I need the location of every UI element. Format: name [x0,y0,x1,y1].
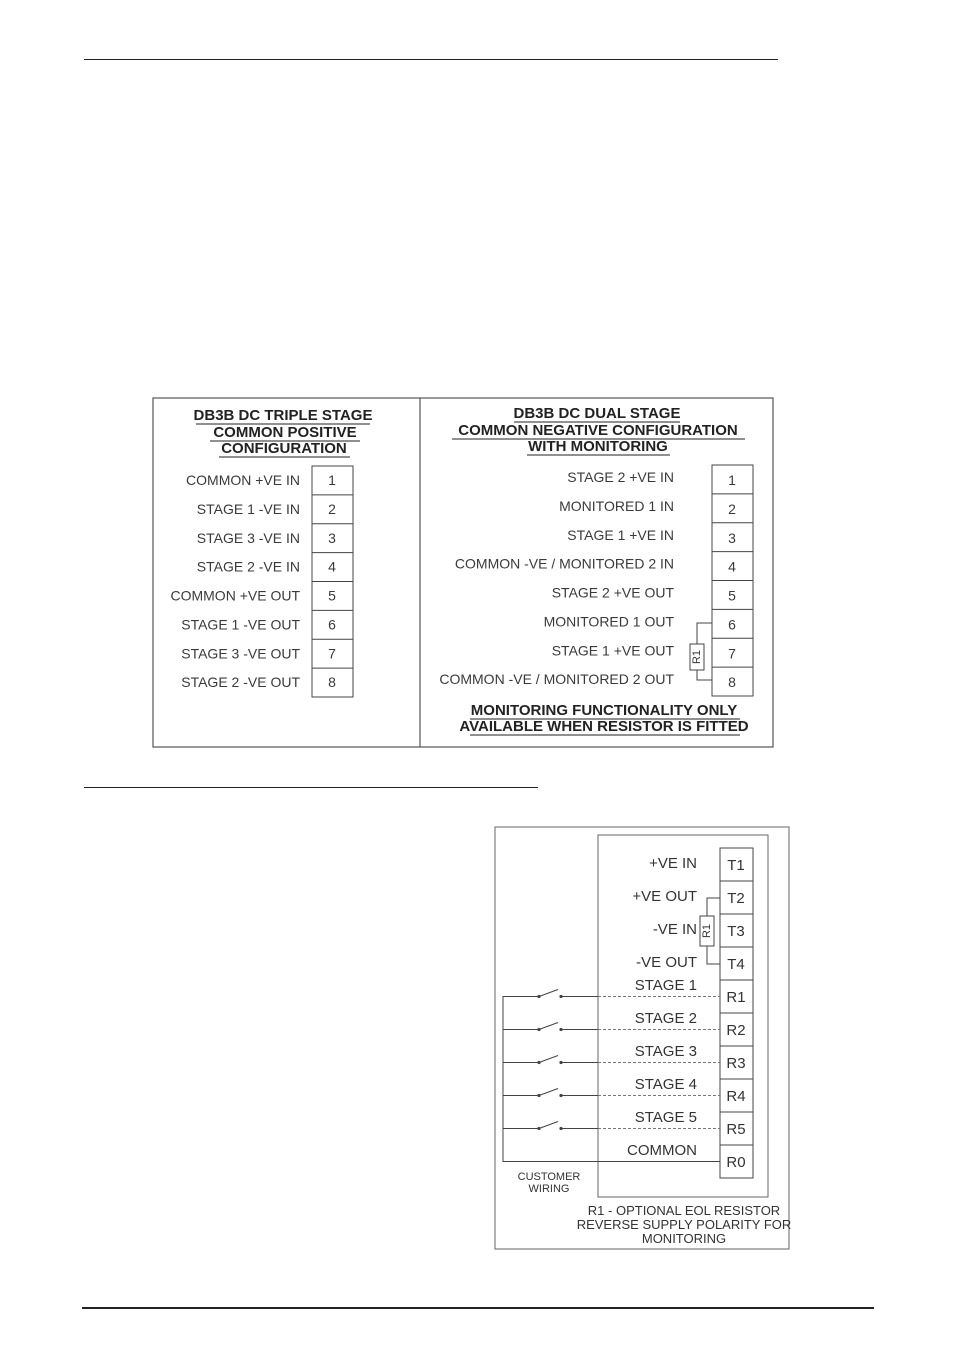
dual-terminal-label: STAGE 1 +VE OUT [551,642,674,659]
relay-terminal-number: T3 [727,923,745,940]
relay-wiring-figure [495,827,791,1249]
triple-terminal-label: STAGE 2 -VE OUT [181,674,300,691]
switch-blade [539,1122,558,1129]
relay-terminal-number: R2 [726,1022,746,1039]
dual-terminal-number: 4 [728,558,736,575]
dual-terminal-label: COMMON -VE / MONITORED 2 OUT [439,671,674,688]
relay-footnote-1: R1 - OPTIONAL EOL RESISTOR [587,1203,781,1218]
dual-terminal-label: STAGE 1 +VE IN [567,526,674,543]
terminal-table-figure [153,398,773,747]
dual-terminal-number: 8 [728,674,736,691]
dual-note-1: MONITORING FUNCTIONALITY ONLY [470,702,738,719]
triple-title-1: DB3B DC TRIPLE STAGE [193,407,373,424]
relay-resistor [700,898,720,964]
triple-terminal-number: 2 [328,500,336,517]
relay-terminal-label: STAGE 3 [634,1043,697,1060]
triple-terminal-label: STAGE 1 -VE IN [196,500,300,517]
dual-terminal-label: STAGE 2 +VE IN [567,469,674,485]
dual-terminal-label: STAGE 2 +VE OUT [551,584,674,601]
triple-terminal-number: 1 [328,472,336,488]
relay-terminal-label: +VE IN [649,855,697,872]
relay-terminal-number: R5 [726,1121,746,1138]
triple-terminal-label: COMMON +VE OUT [170,587,300,604]
dual-terminal-number: 3 [728,529,736,546]
triple-terminal-label: STAGE 2 -VE IN [196,558,300,575]
dual-terminal-label: MONITORED 1 OUT [543,613,674,630]
relay-terminal-label: STAGE 1 [634,977,697,994]
relay-terminal-label: STAGE 5 [634,1109,697,1126]
switch-blade [539,1056,558,1063]
triple-stage-panel [170,407,372,697]
relay-terminal-number: R3 [726,1055,746,1072]
dual-resistor-label: R1 [691,649,703,665]
relay-terminal-label: -VE OUT [636,954,697,971]
dual-terminal-number: 2 [728,500,736,517]
triple-terminal-number: 6 [328,616,336,633]
dual-terminal-label: COMMON -VE / MONITORED 2 IN [454,555,674,572]
dual-terminal-number: 1 [728,472,736,488]
dual-stage-panel [439,405,753,735]
relay-terminal-label: COMMON [627,1142,697,1159]
triple-terminal-number: 8 [328,674,336,691]
triple-terminal-number: 3 [328,529,336,546]
switch-blade [539,990,558,997]
dual-title-3: WITH MONITORING [528,438,668,455]
relay-terminal-number: R4 [726,1088,746,1105]
relay-terminal-number: R1 [726,989,746,1006]
dual-terminal-number: 7 [728,645,736,662]
relay-terminal-number: T2 [727,890,745,907]
relay-terminal-label: STAGE 2 [634,1010,697,1027]
relay-terminal-label: -VE IN [652,921,697,938]
relay-terminal-number: R0 [726,1154,746,1171]
triple-terminal-number: 5 [328,587,336,604]
triple-title-2: COMMON POSITIVE [213,424,357,441]
triple-terminal-number: 7 [328,645,336,662]
relay-terminal-label: +VE OUT [632,888,697,905]
triple-terminal-label: COMMON +VE IN [186,472,300,488]
switch-blade [539,1089,558,1096]
customer-wiring-label-1: CUSTOMER [517,1171,581,1183]
relay-footnote-2: REVERSE SUPPLY POLARITY FOR [576,1217,792,1232]
dual-resistor [690,623,712,680]
dual-title-2: COMMON NEGATIVE CONFIGURATION [458,422,738,439]
customer-wiring-label-2: WIRING [528,1183,570,1195]
triple-terminal-number: 4 [328,558,336,575]
relay-footnote-3: MONITORING [641,1231,727,1246]
dual-title-1: DB3B DC DUAL STAGE [513,405,681,422]
switch-blade [539,1023,558,1030]
relay-terminal-label: STAGE 4 [634,1076,697,1093]
triple-terminal-label: STAGE 1 -VE OUT [181,616,300,633]
dual-terminal-number: 5 [728,587,736,604]
relay-resistor-label: R1 [701,923,713,939]
triple-terminal-label: STAGE 3 -VE OUT [181,645,300,662]
triple-terminal-label: STAGE 3 -VE IN [196,529,300,546]
relay-terminal-number: T4 [727,956,745,973]
dual-terminal-label: MONITORED 1 IN [559,497,674,514]
dual-note-2: AVAILABLE WHEN RESISTOR IS FITTED [459,718,749,735]
triple-title-3: CONFIGURATION [221,440,347,457]
dual-terminal-number: 6 [728,616,736,633]
relay-terminal-number: T1 [727,857,745,874]
